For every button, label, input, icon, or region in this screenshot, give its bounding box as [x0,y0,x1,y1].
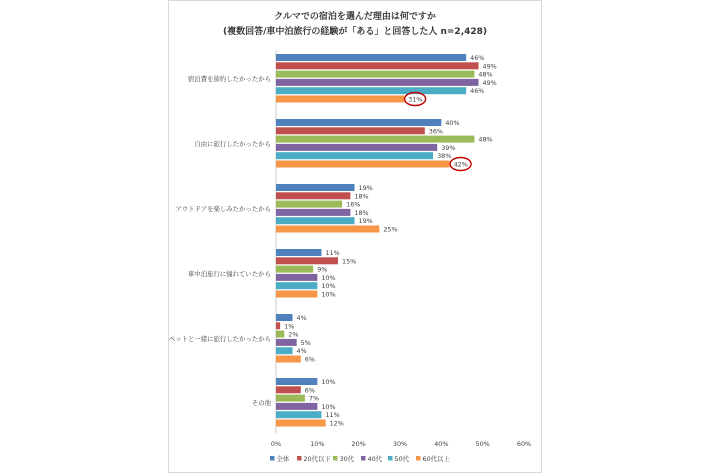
legend-swatch [388,456,393,461]
data-label: 39% [441,143,456,152]
bar [276,217,355,224]
bar [276,226,379,233]
legend-label: 20代以下 [303,455,331,463]
data-label: 4% [296,314,307,322]
legend-label: 30代 [339,455,355,463]
x-tick-label: 10% [310,440,325,448]
legend-label: 40代 [367,455,383,463]
bar [276,192,350,199]
x-tick-label: 60% [516,440,532,448]
bar [276,347,293,354]
data-label: 19% [358,217,373,226]
data-label: 11% [325,411,340,420]
bar [276,291,317,298]
data-label: 31% [408,95,423,104]
data-label: 48% [478,135,493,144]
data-label: 18% [354,208,369,217]
bars-group [169,54,497,428]
bar [276,356,301,363]
category-label: ペットと一緒に旅行したかったから [168,334,271,343]
bar [276,54,466,61]
bar [276,386,301,393]
bar [276,395,305,402]
data-label: 10% [321,282,336,291]
bar [276,161,450,168]
bar [276,119,441,126]
bar [276,322,280,329]
data-label: 10% [321,290,336,299]
data-label: 6% [304,386,315,395]
legend-label: 60代以上 [422,455,450,463]
bar [276,274,317,281]
data-label: 12% [329,419,344,428]
legend-swatch [361,456,366,461]
data-label: 46% [470,54,485,62]
data-label: 7% [308,394,320,403]
category-label: 車中泊旅行に憧れていたから [187,269,271,278]
category-label: 自由に旅行したかったから [194,139,271,148]
bar [276,249,321,256]
bar [276,331,284,338]
bar [276,136,474,143]
bar [276,314,293,321]
data-label: 9% [317,265,328,274]
x-tick-label: 30% [392,440,408,448]
data-label: 10% [321,378,336,386]
bar [276,420,326,427]
bar [276,62,479,69]
data-label: 19% [358,184,373,192]
bar [276,87,466,94]
bar [276,257,338,264]
bar [276,127,425,134]
data-label: 48% [478,70,493,79]
data-label: 15% [342,257,357,266]
data-label: 49% [482,62,497,71]
bar [276,403,317,410]
data-label: 38% [437,152,452,161]
bar [276,144,437,151]
data-label: 1% [284,322,295,331]
category-label: その他 [251,398,271,407]
data-label: 6% [304,355,315,364]
legend-swatch [416,456,421,461]
x-tick-label: 0% [270,440,282,448]
data-label: 2% [288,330,299,339]
bar [276,96,404,103]
data-label: 49% [482,78,497,87]
legend-swatch [270,456,275,461]
bar [276,209,350,216]
x-tick-label: 40% [434,440,449,448]
bar [276,282,317,289]
category-label: 宿泊費を節約したかったから [187,74,271,83]
data-label: 18% [354,192,369,201]
data-label: 4% [296,347,307,356]
bar [276,339,297,346]
legend-label: 50代 [394,455,410,463]
data-label: 10% [321,402,336,411]
data-label: 40% [445,119,460,127]
bar [276,184,355,191]
chart-title: クルマでの宿泊を選んだ理由は何ですか [274,12,436,22]
data-label: 11% [325,249,340,257]
data-label: 42% [453,160,468,169]
data-label: 25% [383,225,398,234]
data-label: 16% [346,200,361,209]
bar [276,411,321,418]
chart-subtitle: (複数回答/車中泊旅行の経験が「ある」と回答した人 n=2,428) [222,27,488,37]
bar [276,79,479,86]
bar [276,71,474,78]
data-label: 10% [321,273,336,282]
data-label: 46% [470,87,485,96]
data-label: 5% [300,338,311,347]
bar [276,266,313,273]
category-label: アウトドアを楽しみたかったから [175,204,271,213]
x-axis-ticks [271,440,531,448]
legend [270,454,450,463]
legend-swatch [333,456,338,461]
x-tick-label: 20% [351,440,366,448]
legend-swatch [297,456,302,461]
x-tick-label: 50% [475,440,490,448]
bar [276,152,433,159]
bar [276,378,317,385]
bar [276,201,342,208]
data-label: 36% [428,127,444,136]
legend-label: 全体 [276,455,290,463]
